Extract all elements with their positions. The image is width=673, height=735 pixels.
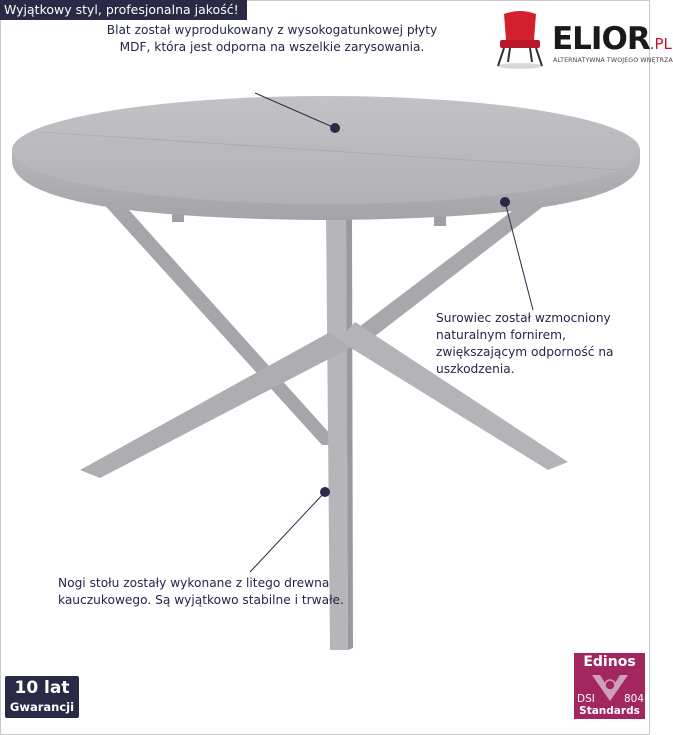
annotation-legs: Nogi stołu zostały wykonane z litego drewna kauczukowego. Są wyjątkowo stabilne i trwałe. [58, 576, 344, 607]
edinos-dsi: DSI [577, 693, 595, 705]
edinos-badge [574, 653, 645, 719]
edinos-number: 804 [624, 693, 645, 705]
warranty-years: 10 lat [14, 678, 70, 698]
front-left-leg [80, 332, 350, 478]
table-top [12, 96, 640, 204]
annotation-veneer: Surowiec został wzmocniony naturalnym fornirem, zwiększającym odporność na uszkodzenia. [436, 311, 614, 376]
annotation-tabletop: Blat został wyprodukowany z wysokogatunkowej płyty MDF, która jest odporna na wszelkie zarysowania. [106, 23, 438, 54]
warranty-label: Gwarancji [9, 700, 75, 714]
logo-subtitle: ALTERNATYWNA TWOJEGO WNĘTRZA [553, 57, 673, 64]
warranty-badge [5, 676, 79, 718]
logo-name: ELIOR [552, 21, 650, 57]
tagline-banner: Wyjątkowy styl, profesjonalna jakość! [0, 0, 247, 20]
logo-suffix: .PL [649, 35, 672, 53]
edinos-standards: Standards [579, 705, 640, 717]
edinos-brand: Edinos [583, 654, 636, 670]
